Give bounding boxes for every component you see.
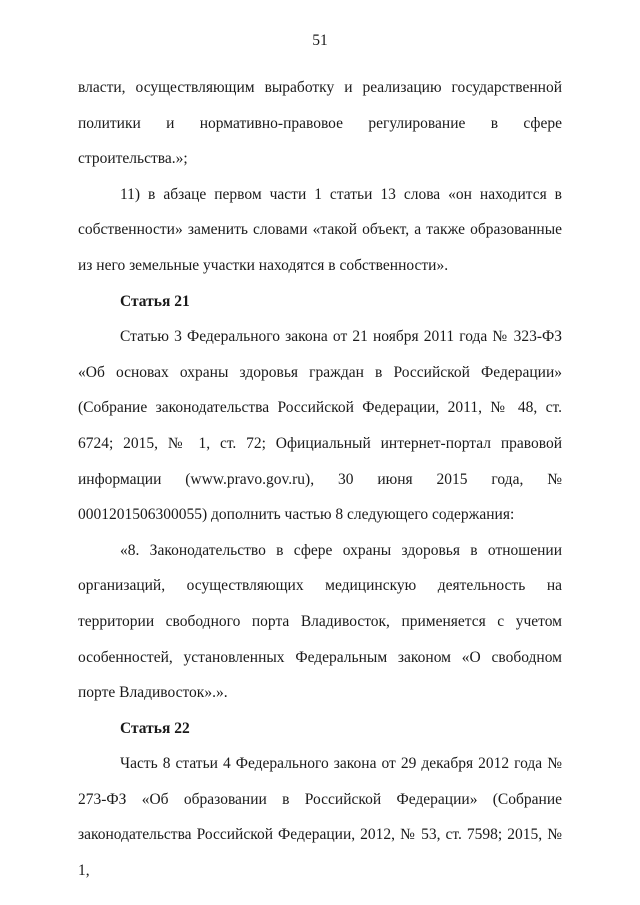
- article-21-quote: «8. Законодательство в сфере охраны здоровья в отношении организаций, осуществляющих медицинскую деятельность на территории свободного порта Владивосток, применяется с учетом особенностей, установленных Федеральным законом «О свободном порте Владивосток».».: [78, 541, 562, 702]
- article-22-body: Часть 8 статьи 4 Федерального закона от 29 декабря 2012 года № 273-ФЗ «Об образовании в Российской Федерации» (Собрание законодательства Российской Федерации, 2012, № 53, ст. 7598; 2015, № 1,: [78, 755, 562, 880]
- paragraph-continuation: власти, осуществляющим выработку и реализацию государственной политики и нормативно-правовое регулирование в сфере строительства.»;: [78, 79, 562, 168]
- document-body: [78, 70, 562, 889]
- article-21-body: Статью 3 Федерального закона от 21 ноября 2011 года № 323-ФЗ «Об основах охраны здоровья граждан в Российской Федерации» (Собрание законодательства Российской Федерации, 2011, № 48, ст. 6724; 2015, № 1, ст. 72; Официальный интернет-портал правовой информации (www.pravo.gov.ru), 30 июня 2015 года, № 0001201506300055) дополнить частью 8 следующего содержания:: [78, 328, 562, 524]
- paragraph-item-11: 11) в абзаце первом части 1 статьи 13 слова «он находится в собственности» заменить словами «такой объект, а также образованные из него земельные участки находятся в собственности».: [78, 185, 562, 274]
- article-21-heading: Статья 21: [120, 292, 190, 310]
- page-number: 51: [312, 32, 328, 49]
- article-22-heading: Статья 22: [120, 719, 190, 737]
